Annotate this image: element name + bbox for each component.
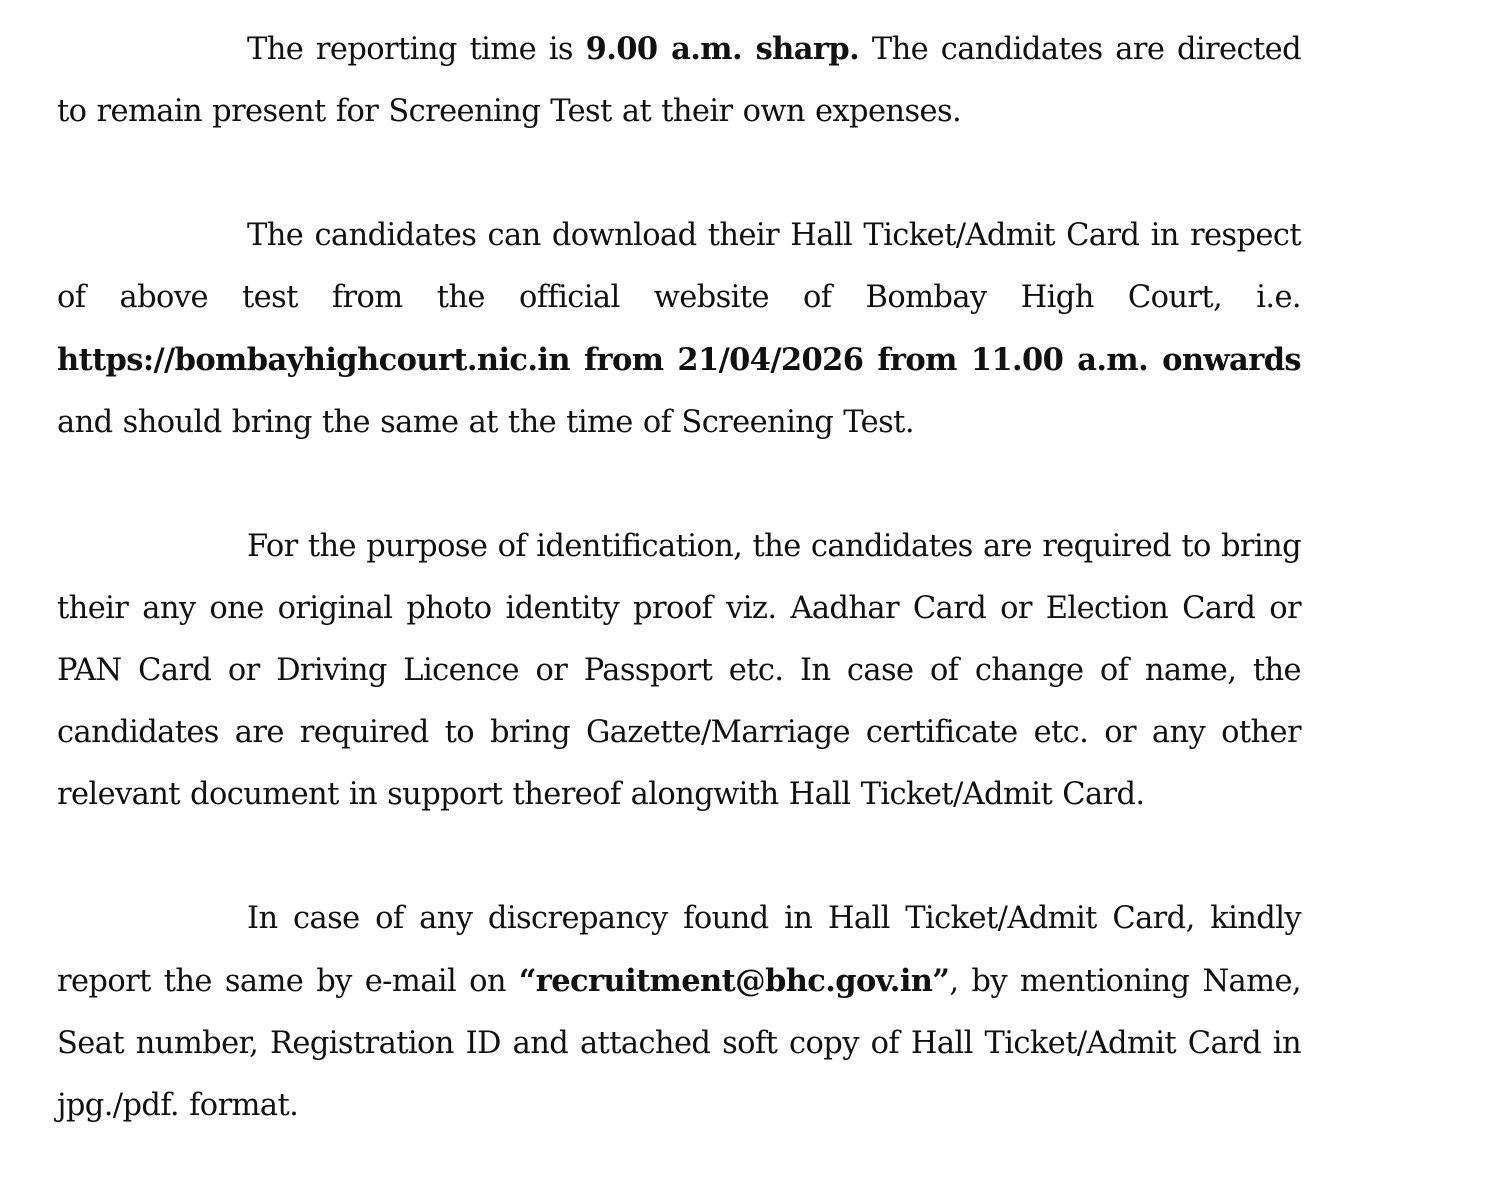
download-website-and-date[interactable]: https://bombayhighcourt.nic.in from 21/04/2026 from 11.00 a.m. onwards [57,342,1301,378]
paragraph-hall-ticket-download [57,205,1301,454]
reporting-time-value: 9.00 a.m. sharp. [585,31,860,67]
reporting-time-instructions: The candidates are directed to remain present for Screening Test at their own expenses. [57,32,1301,129]
paragraph-reporting-time [57,18,1301,143]
download-intro: The candidates can download their Hall Ticket/Admit Card in respect of above test from the official website of Bombay High Court, i.e. [57,218,1301,315]
recruitment-email[interactable]: “recruitment@bhc.gov.in” [518,963,950,999]
discrepancy-instructions: , by mentioning Name, Seat number, Registration ID and attached soft copy of Hall Ticket/Admit Card in jpg./pdf. format. [57,964,1301,1123]
download-instructions: and should bring the same at the time of Screening Test. [57,405,914,440]
identification-text: For the purpose of identification, the candidates are required to bring their any one original photo identity proof viz. Aadhar Card or Election Card or PAN Card or Driving Licence or Passport etc. In case of change of name, the candidates are required to bring Gazette/Marriage certificate etc. or any other relevant document in support thereof alongwith Hall Ticket/Admit Card. [57,529,1301,812]
paragraph-identification [57,516,1301,826]
reporting-time-intro: The reporting time is [247,32,586,67]
paragraph-discrepancy [57,888,1301,1137]
document-page [57,18,1301,1199]
discrepancy-intro: In case of any discrepancy found in Hall Ticket/Admit Card, kindly report the same by e-mail on [57,901,1301,999]
